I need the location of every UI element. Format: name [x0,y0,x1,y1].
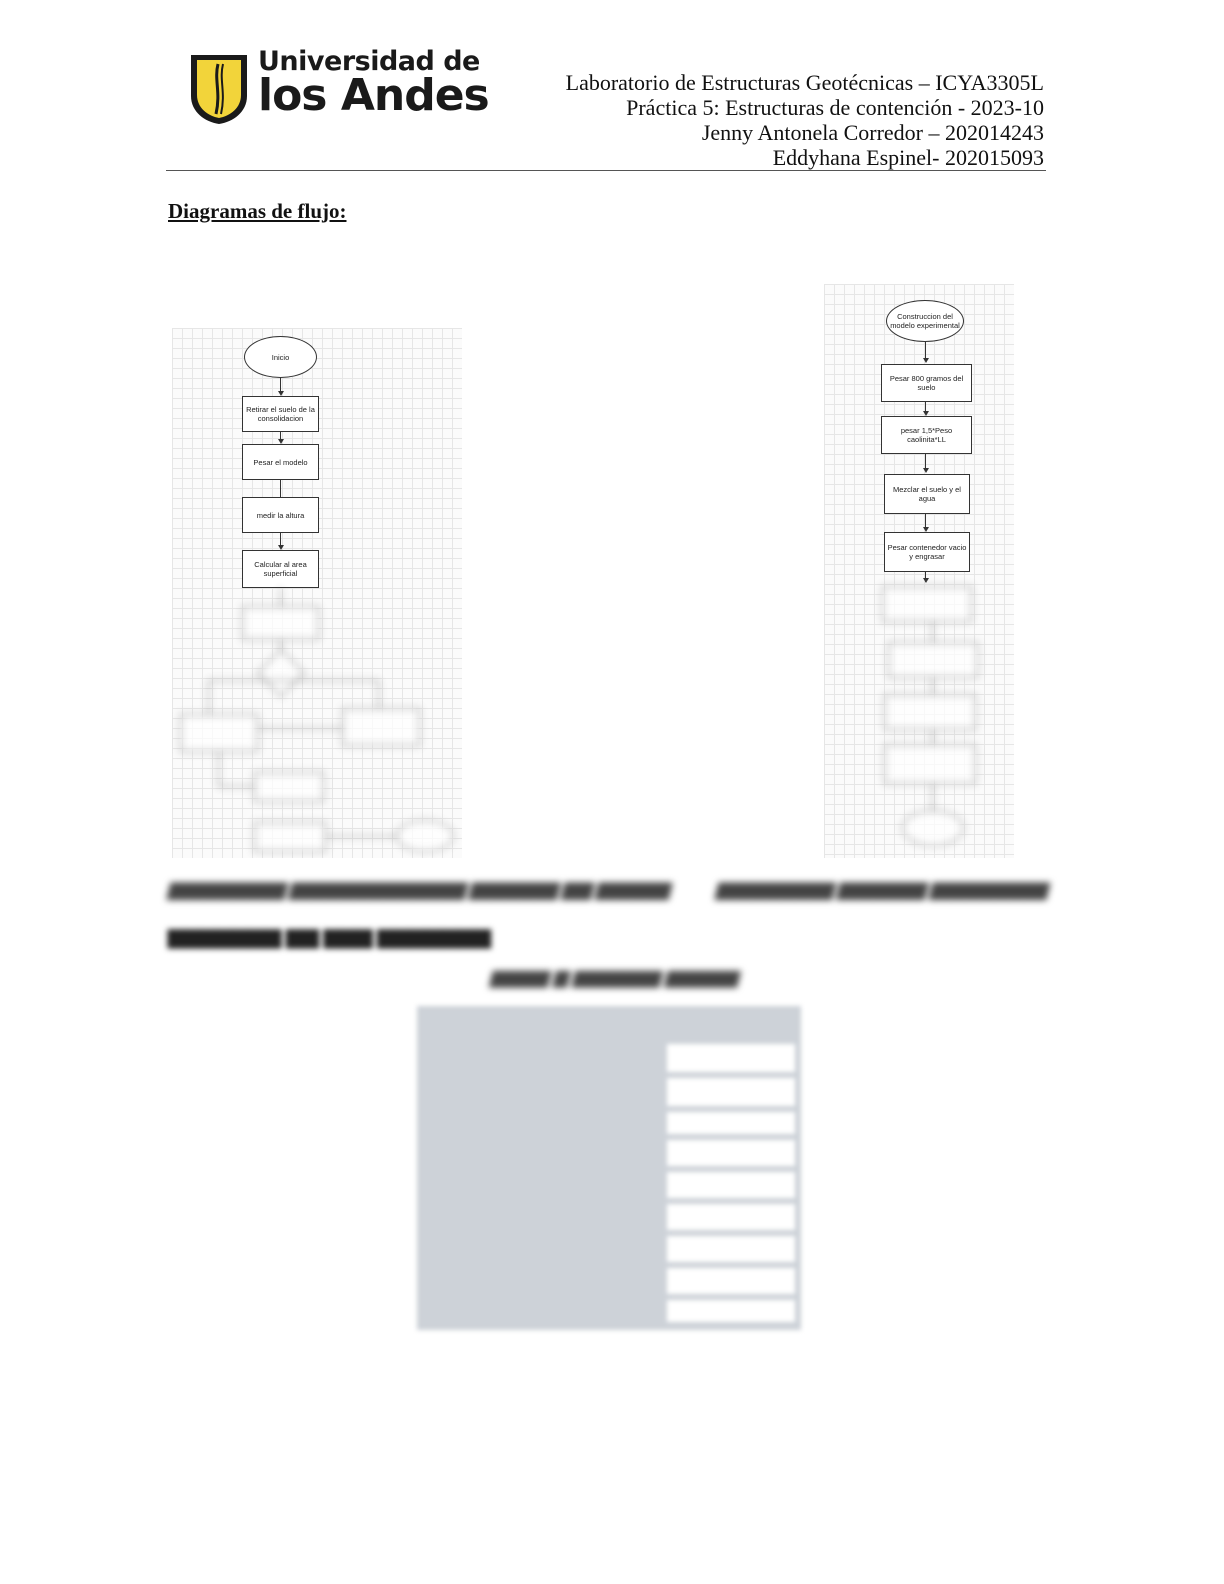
flow-node-start: Construccion del modelo experimental [886,300,964,342]
flow-connector [208,680,378,681]
flow-connector [925,514,926,528]
flow-connector [932,678,933,694]
section-title-blurred: ▆▆▆▆▆▆▆ ▆▆ ▆▆▆ ▆▆▆▆▆▆▆ [168,924,491,948]
arrow-down-icon [923,468,929,473]
flow-node-step: medir la altura [242,497,319,533]
flow-connector [925,454,926,468]
flow-connector [925,342,926,358]
flow-node-hidden [882,586,972,622]
flow-connector [280,480,281,497]
flow-node-end-hidden [902,810,964,846]
flow-connector [218,752,219,786]
arrow-down-icon [923,578,929,583]
author-line-2: Eddyhana Espinel- 202015093 [772,145,1044,170]
table-caption: ▆▆▆▆ ▆ ▆▆▆▆▆▆ ▆▆▆▆▆ [490,967,739,988]
logo-line2: los Andes [258,70,489,121]
flow-node-hidden [342,708,420,746]
table-cell [667,1044,795,1072]
logo-wordmark [258,46,489,121]
logo-line1: Universidad de [258,46,480,77]
flow-node-end-hidden [396,820,454,852]
flow-connector [280,378,281,392]
flow-node-hidden [180,714,258,752]
flow-connector [326,836,396,837]
header-divider [166,170,1046,171]
flow-decision-hidden [257,649,305,697]
table-cell [667,1112,795,1134]
flow-node-hidden [242,606,319,640]
table-cell [667,1236,795,1262]
table-cell [667,1140,795,1166]
flow-connector [932,784,933,810]
table-cell [667,1204,795,1230]
flow-connector [218,786,254,787]
results-table [417,1006,801,1330]
figure-caption-left: ▆▆▆▆▆▆▆▆ ▆▆▆▆▆▆▆▆▆▆▆▆ ▆▆▆▆▆▆ ▆▆ ▆▆▆▆▆ [168,879,670,900]
flow-node-step: pesar 1,5*Peso caolinita*LL [881,416,972,454]
flow-connector [280,588,281,606]
flow-node-hidden [884,694,976,730]
flow-node-step: Calcular al area superficial [242,550,319,588]
flow-node-start: Inicio [244,336,317,378]
course-line: Laboratorio de Estructuras Geotécnicas – ICYA3305L [565,70,1044,95]
table-cell [667,1300,795,1322]
flowchart-left [172,328,462,858]
table-cell [667,1078,795,1106]
practice-line: Práctica 5: Estructuras de contención - 2023-10 [626,95,1044,120]
flow-connector [258,728,342,729]
header-info [566,70,1044,170]
section-title: Diagramas de flujo: [168,199,347,223]
figure-caption-right: ▆▆▆▆▆▆▆▆ ▆▆▆▆▆▆ ▆▆▆▆▆▆▆▆ [716,879,1047,900]
flow-node-step: Pesar el modelo [242,444,319,480]
flow-node-step: Pesar 800 gramos del suelo [881,364,972,402]
flow-connector [932,622,933,642]
flow-node-hidden [254,822,326,852]
flow-node-hidden [888,642,978,678]
flow-node-step: Mezclar el suelo y el agua [884,474,970,514]
table-cell [667,1268,795,1294]
flow-node-hidden [254,772,324,802]
author-line-1: Jenny Antonela Corredor – 202014243 [701,120,1044,145]
flow-connector [208,680,209,714]
flowchart-right [824,284,1014,858]
arrow-down-icon [923,358,929,363]
shield-icon [188,52,250,126]
flow-node-hidden [884,744,976,784]
flow-node-step: Pesar contenedor vacio y engrasar [884,532,970,572]
flow-node-step: Retirar el suelo de la consolidacion [242,396,319,432]
flow-connector [932,730,933,744]
flow-connector [378,680,379,710]
table-cell [667,1172,795,1198]
